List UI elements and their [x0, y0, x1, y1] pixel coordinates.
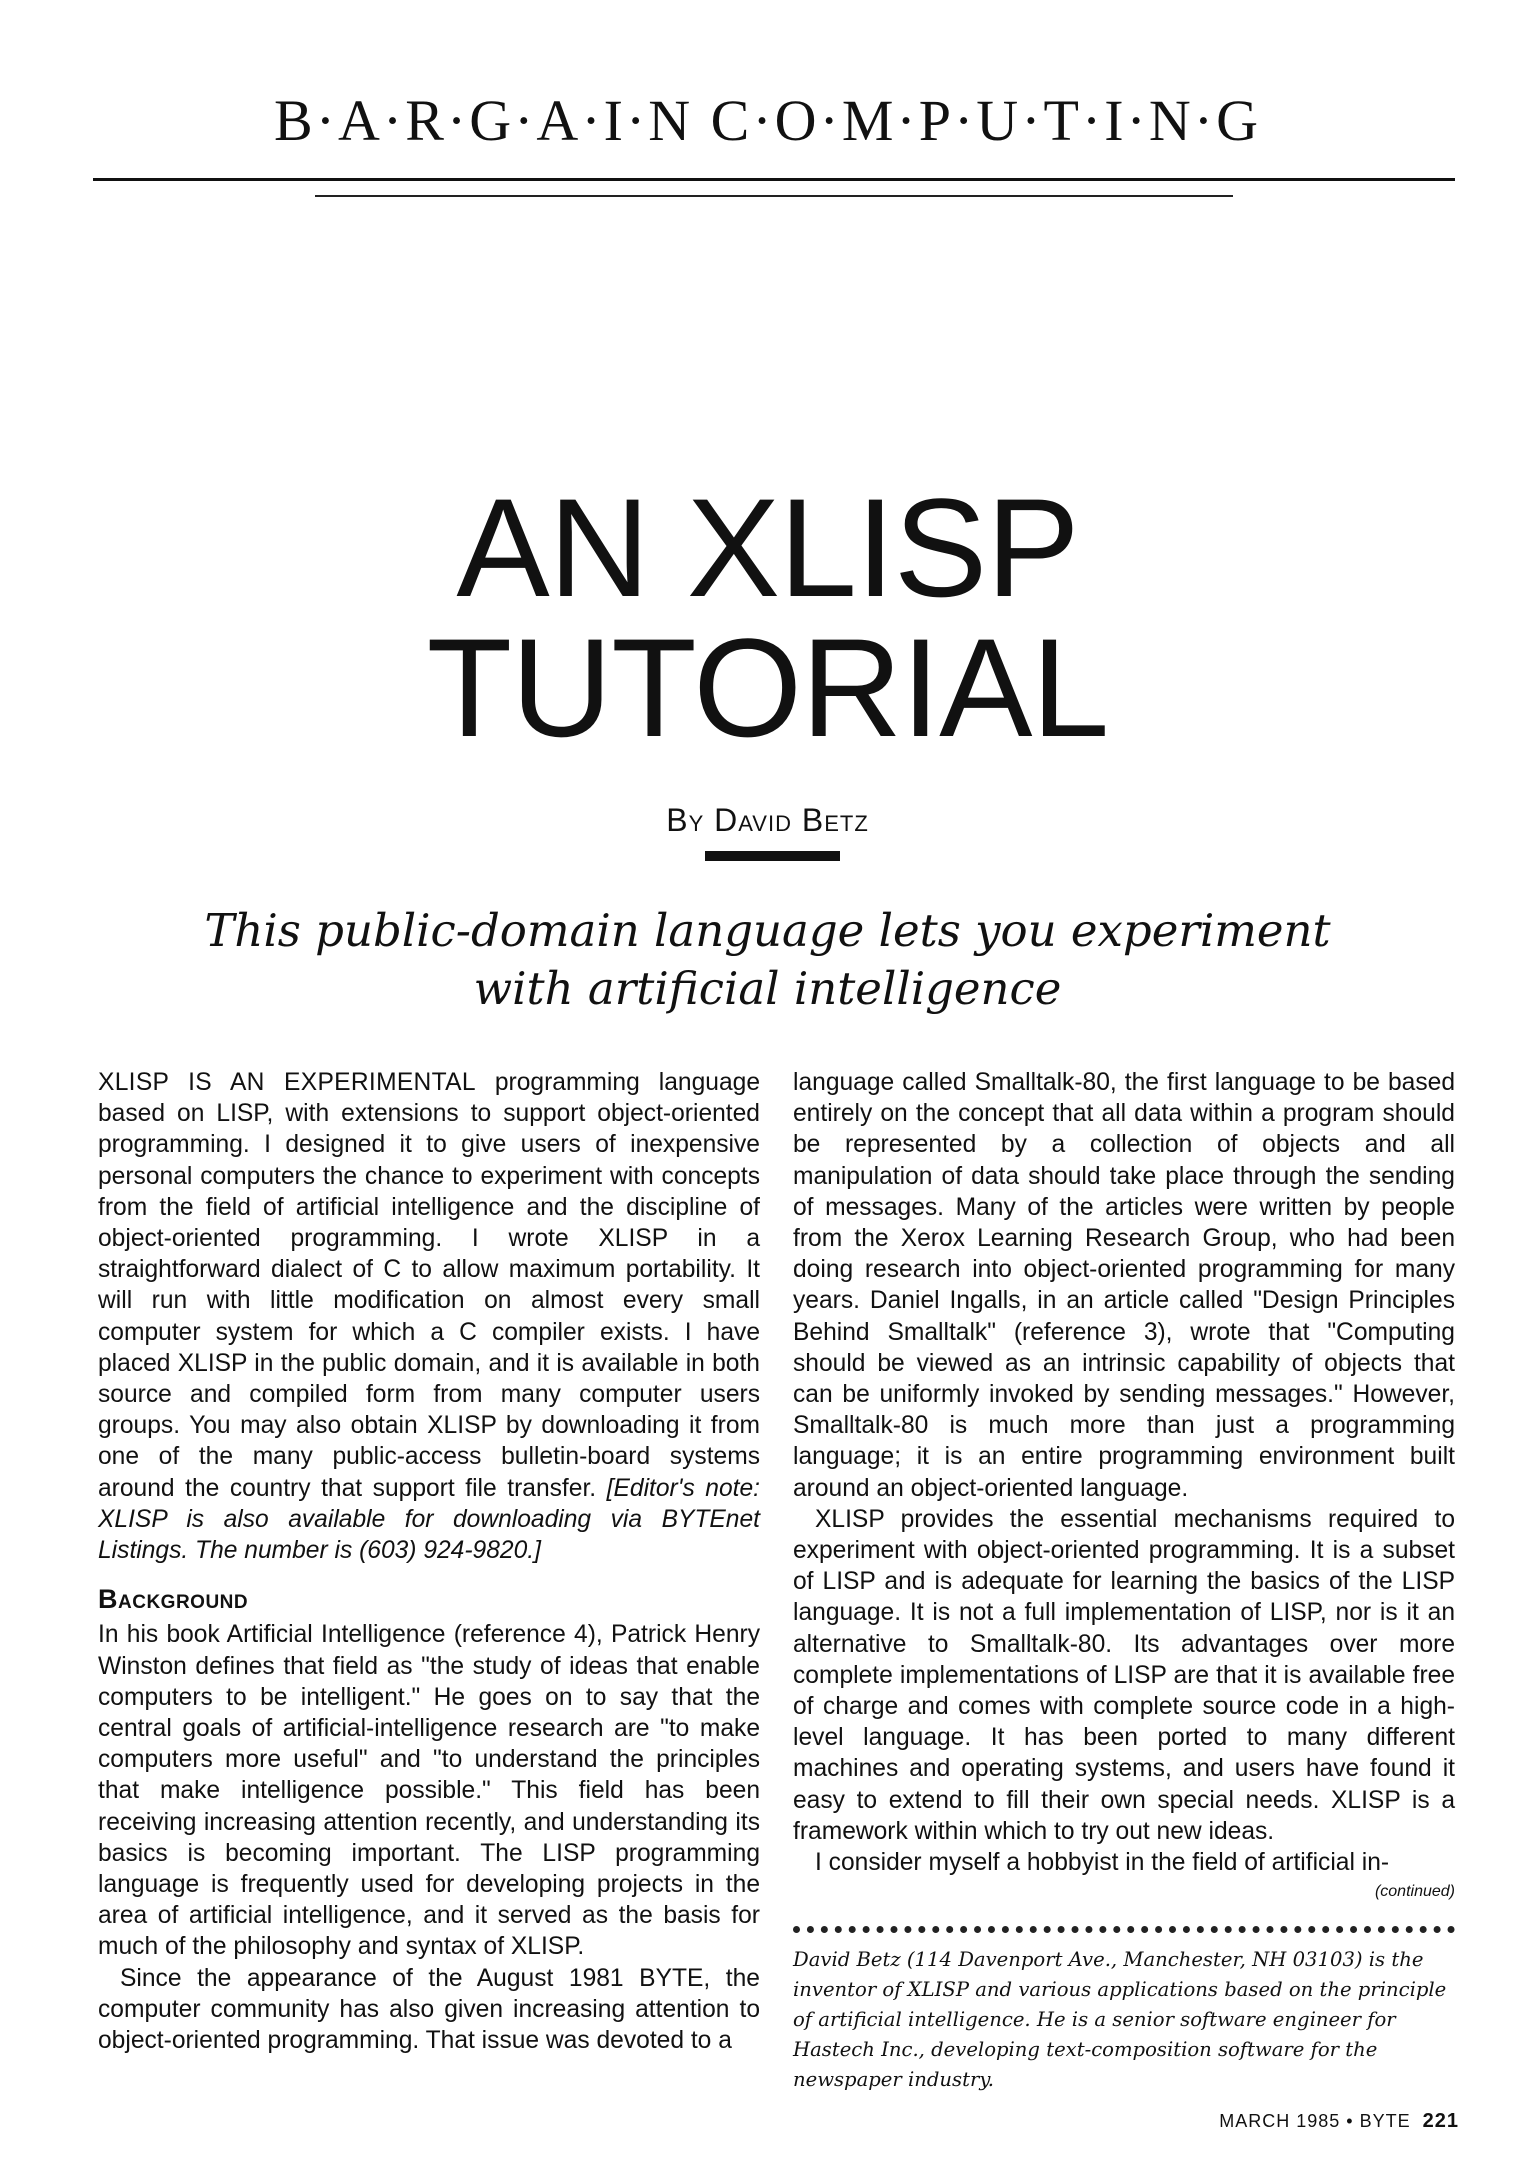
bio-divider [793, 1926, 1455, 1941]
background-paragraph-1: In his book Artificial Intelligence (reference 4), Patrick Henry Winston defines that field as "the study of ideas that enable computers to be intelligent." He goes on to say that the central goals of artificial-intelligence research are "to make computers more useful" and "to understand the principles that make intelligence possible." This field has been receiving increasing attention recently, and understanding its basics is becoming important. The LISP programming language is frequently used for developing projects in the area of artificial intelligence, and it served as the basis for much of the philosophy and syntax of XLISP. [98, 1621, 760, 1961]
background-heading: Background [98, 1584, 249, 1615]
author-bio: David Betz (114 Davenport Ave., Manchester, NH 03103) is the inventor of XLISP and various applications based on the principle of artificial intelligence. He is a senior software engineer for Hastech Inc., developing text-composition software for the newspaper industry. [793, 1948, 1447, 2092]
header-rule [93, 178, 1455, 181]
page-number: 221 [1422, 2110, 1459, 2132]
section-header: B·A·R·G·A·I·N C·O·M·P·U·T·I·N·G [274, 88, 1261, 153]
header-subrule [315, 195, 1233, 197]
byline-bar [705, 851, 840, 861]
subtitle-line-2: with artificial intelligence [473, 962, 1062, 1015]
column-right [793, 1067, 1455, 2095]
background-paragraph-2: Since the appearance of the August 1981 BYTE, the computer community has also given increasing attention to object-oriented programming. That issue was devoted to a [98, 1964, 760, 2055]
intro-text: programming language based on LISP, with extensions to support object-oriented programming. I designed it to give users of inexpensive personal computers the chance to experiment with concepts from the field of artificial intelligence and the discipline of object-oriented programming. I wrote XLISP in a straightforward dialect of C to allow maximum portability. It will run with little modification on almost every small computer system for which a C compiler exists. I have placed XLISP in the public domain, and it is available in both source and compiled form from many computer users groups. You may also obtain XLISP by downloading it from one of the many public-access bulletin-board systems around the country that support file transfer. [98, 1069, 760, 1502]
paragraph-4: I consider myself a hobbyist in the field of artificial in- [815, 1849, 1390, 1877]
byline: By David Betz [666, 802, 869, 838]
article-subtitle [0, 902, 1535, 1018]
title-line-1: AN XLISP [456, 469, 1079, 626]
intro-lead: XLISP IS AN EXPERIMENTAL [98, 1069, 476, 1096]
continued-label: (continued) [1374, 1883, 1455, 1901]
column-left [98, 1067, 760, 2056]
editor-note: [Editor's note: XLISP is also available for downloading via BYTEnet Listings. The number is (603) 924-9820.] [98, 1474, 761, 1565]
continued-paragraph: language called Smalltalk-80, the first language to be based entirely on the concept that all data within a program should be represented by a collection of objects and all manipulation of data should take place through the sending of messages. Many of the articles were written by people from the Xerox Learning Research Group, who had been doing research into object-oriented programming for many years. Daniel Ingalls, in an article called "Design Principles Behind Smalltalk" (reference 3), wrote that "Computing should be viewed as an intrinsic capability of objects that can be uniformly invoked by sending messages." However, Smalltalk-80 is much more than just a programming language; it is an entire programming environment built around an object-oriented language. [793, 1069, 1455, 1502]
subtitle-line-1: This public-domain language lets you experiment [204, 904, 1331, 957]
page-footer [1219, 2110, 1459, 2133]
intro-paragraph [98, 1067, 760, 1566]
paragraph-3: XLISP provides the essential mechanisms required to experiment with object-oriented programming. It is a subset of LISP and is adequate for learning the basics of the LISP language. It is not a full implementation of LISP, nor is it an alternative to Smalltalk-80. Its advantages over more complete implementations of LISP are that it is available free of charge and comes with complete source code in a high-level language. It has been ported to many different machines and operating systems, and users have found it easy to extend to fill their own special needs. XLISP is a framework within which to try out new ideas. [793, 1505, 1455, 1845]
title-line-2: TUTORIAL [426, 609, 1109, 766]
footer-issue: MARCH 1985 • BYTE [1219, 2111, 1411, 2131]
article-title [0, 469, 1535, 766]
